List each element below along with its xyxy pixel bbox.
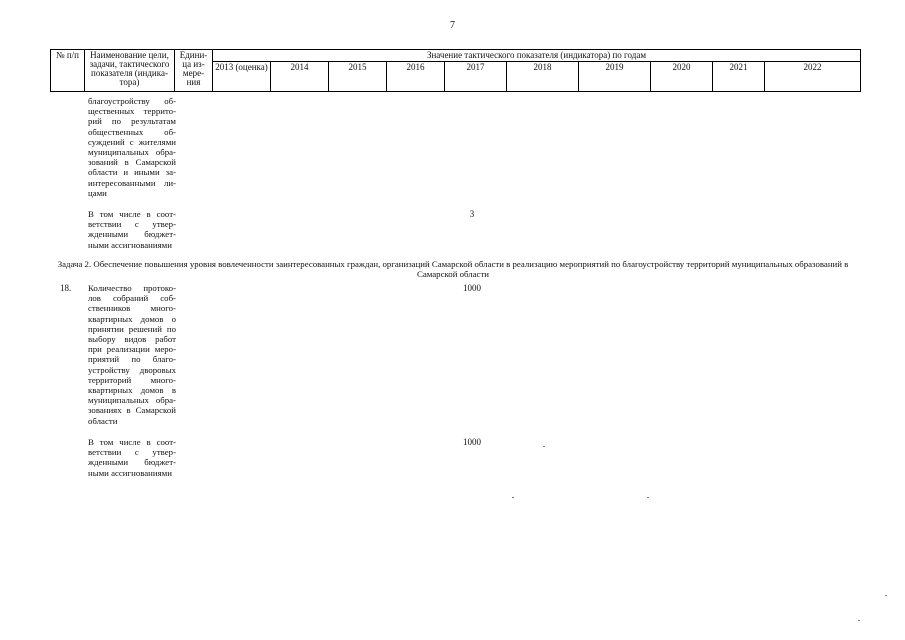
header-number: № п/п [51, 50, 85, 92]
row-text-budget-2: В том числе в соот-ветствии с утвер-жденными бюджет-ными ассигнованиями [88, 437, 176, 478]
row-text-18: Количество протоко-лов собраний соб-ственников много-квартирных домов о принятии решений по выбору видов работ при реализации меро-приятий по благо-устройству дворовых территорий много-квартирных домов в муниципальных обра-зованиях в Самарской области [88, 283, 176, 426]
year-2016: 2016 [387, 62, 445, 92]
scan-speck [885, 595, 887, 596]
row-number-18: 18. [60, 283, 72, 293]
row-text-continued: благоустройству об-щественных террито-рий по результатам общественных об-суждений с жителями муниципальных обра-зований в Самарской области и иными за-интересованными ли-цами [88, 96, 176, 198]
row-value-18: 1000 [463, 283, 481, 293]
year-2022: 2022 [765, 62, 861, 92]
scan-speck [543, 446, 545, 447]
scan-speck [858, 620, 860, 621]
header-name: Наименование цели, задачи, тактического показателя (индика-тора) [85, 50, 175, 92]
year-2019: 2019 [579, 62, 651, 92]
year-2020: 2020 [651, 62, 713, 92]
scan-speck [647, 497, 649, 498]
row-text-budget-1: В том числе в соот-ветствии с утвер-жденными бюджет-ными ассигнованиями [88, 209, 176, 250]
year-2014: 2014 [271, 62, 329, 92]
row-value-budget-1: 3 [469, 209, 475, 219]
header-unit: Едини-ца из-мере-ния [175, 50, 213, 92]
year-2013: 2013 (оценка) [213, 62, 271, 92]
year-2015: 2015 [329, 62, 387, 92]
year-2017: 2017 [445, 62, 507, 92]
year-2018: 2018 [507, 62, 579, 92]
year-2021: 2021 [713, 62, 765, 92]
row-value-budget-2: 1000 [463, 437, 481, 447]
indicator-table-header [50, 49, 861, 92]
page-number: 7 [450, 20, 455, 31]
header-values: Значение тактического показателя (индикатора) по годам [213, 50, 861, 62]
scan-speck [512, 497, 514, 498]
task-heading: Задача 2. Обеспечение повышения уровня вовлеченности заинтересованных граждан, организаций Самарской области в реализацию мероприятий по благоустройству территорий муниципальных образований в Самарской области [57, 259, 849, 279]
